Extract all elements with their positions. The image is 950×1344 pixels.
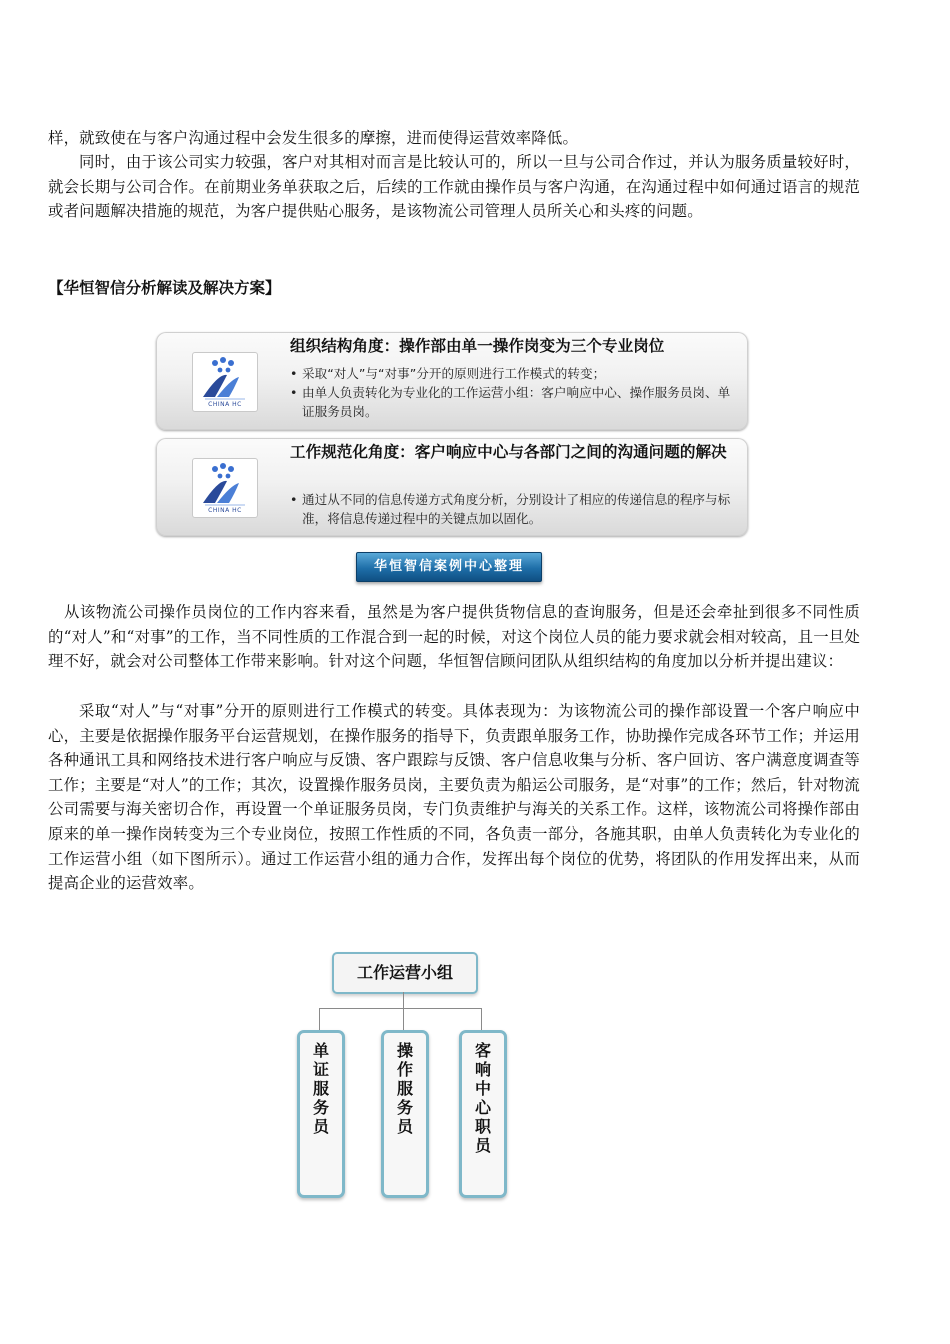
org-connector <box>319 1008 482 1009</box>
section-heading: 【华恒智信分析解读及解决方案】 <box>48 279 281 297</box>
summary-card-work-standardization <box>156 438 748 536</box>
case-center-badge: 华恒智信案例中心整理 <box>356 552 542 582</box>
org-connector <box>403 992 404 1008</box>
company-logo <box>192 458 258 518</box>
summary-card-org-structure <box>156 332 748 430</box>
org-chart-root: 工作运营小组 <box>332 952 478 994</box>
card-bullet-list <box>290 490 738 528</box>
card-bullet: • 通过从不同的信息传递方式角度分析，分别设计了相应的传递信息的程序与标准，将信息传递过程中的关键点加以固化。 <box>290 490 738 528</box>
paragraph-body: 同时，由于该公司实力较强，客户对其相对而言是比较认可的，所以一旦与公司合作过，并认为服务质量较好时，就会长期与公司合作。在前期业务单获取之后，后续的工作就由操作员与客户沟通，在沟通过程中如何通过语言的规范或者问题解决措施的规范，为客户提供贴心服务，是该物流公司管理人员所关心和头疼的问题。 <box>48 153 860 221</box>
org-node-label: 操作服务员 <box>396 1041 413 1136</box>
card-bullet: • 采取“对人”与“对事”分开的原则进行工作模式的转变； <box>290 364 738 383</box>
card-title: 工作规范化角度：客户响应中心与各部门之间的沟通问题的解决 <box>290 443 727 461</box>
org-connector <box>481 1008 482 1030</box>
org-chart-node <box>297 1030 345 1198</box>
paragraph-continuation: 样，就致使在与客户沟通过程中会发生很多的摩擦，进而使得运营效率降低。 <box>48 129 579 147</box>
org-node-label: 客响中心职员 <box>474 1041 491 1155</box>
org-connector <box>319 1008 320 1030</box>
card-title: 组织结构角度：操作部由单一操作岗变为三个专业岗位 <box>290 337 665 355</box>
org-node-label: 单证服务员 <box>312 1041 329 1136</box>
paragraph-body: 从该物流公司操作员岗位的工作内容来看，虽然是为客户提供货物信息的查询服务，但是还会牵扯到很多不同性质的“对人”和“对事”的工作，当不同性质的工作混合到一起的时候，对这个岗位人员的能力要求就会相对较高，且一旦处理不好，就会对公司整体工作带来影响。针对这个问题，华恒智信顾问团队从组织结构的角度加以分析并提出建议： <box>48 603 860 671</box>
org-chart-node <box>459 1030 507 1198</box>
card-bullet-list <box>290 364 738 421</box>
logo-text: CHINA HC <box>208 401 242 408</box>
company-logo <box>192 352 258 412</box>
org-connector <box>403 1008 404 1030</box>
logo-text: CHINA HC <box>208 507 242 514</box>
card-bullet: • 由单人负责转化为专业化的工作运营小组：客户响应中心、操作服务员岗、单证服务员岗。 <box>290 383 738 421</box>
org-chart-node <box>381 1030 429 1198</box>
paragraph-body: 采取“对人”与“对事”分开的原则进行工作模式的转变。具体表现为：为该物流公司的操作部设置一个客户响应中心，主要是依据操作服务平台运营规划，在操作服务的指导下，负责跟单服务工作，协助操作完成各环节工作；并运用各种通讯工具和网络技术进行客户响应与反馈、客户跟踪与反馈、客户信息收集与分析、客户回访、客户满意度调查等工作；主要是“对人”的工作；其次，设置操作服务员岗，主要负责为船运公司服务，是“对事”的工作；然后，针对物流公司需要与海关密切合作，再设置一个单证服务员岗，专门负责维护与海关的关系工作。这样，该物流公司将操作部由原来的单一操作岗转变为三个专业岗位，按照工作性质的不同，各负责一部分，各施其职，由单人负责转化为专业化的工作运营小组（如下图所示）。通过工作运营小组的通力合作，发挥出每个岗位的优势，将团队的作用发挥出来，从而提高企业的运营效率。 <box>48 702 860 893</box>
